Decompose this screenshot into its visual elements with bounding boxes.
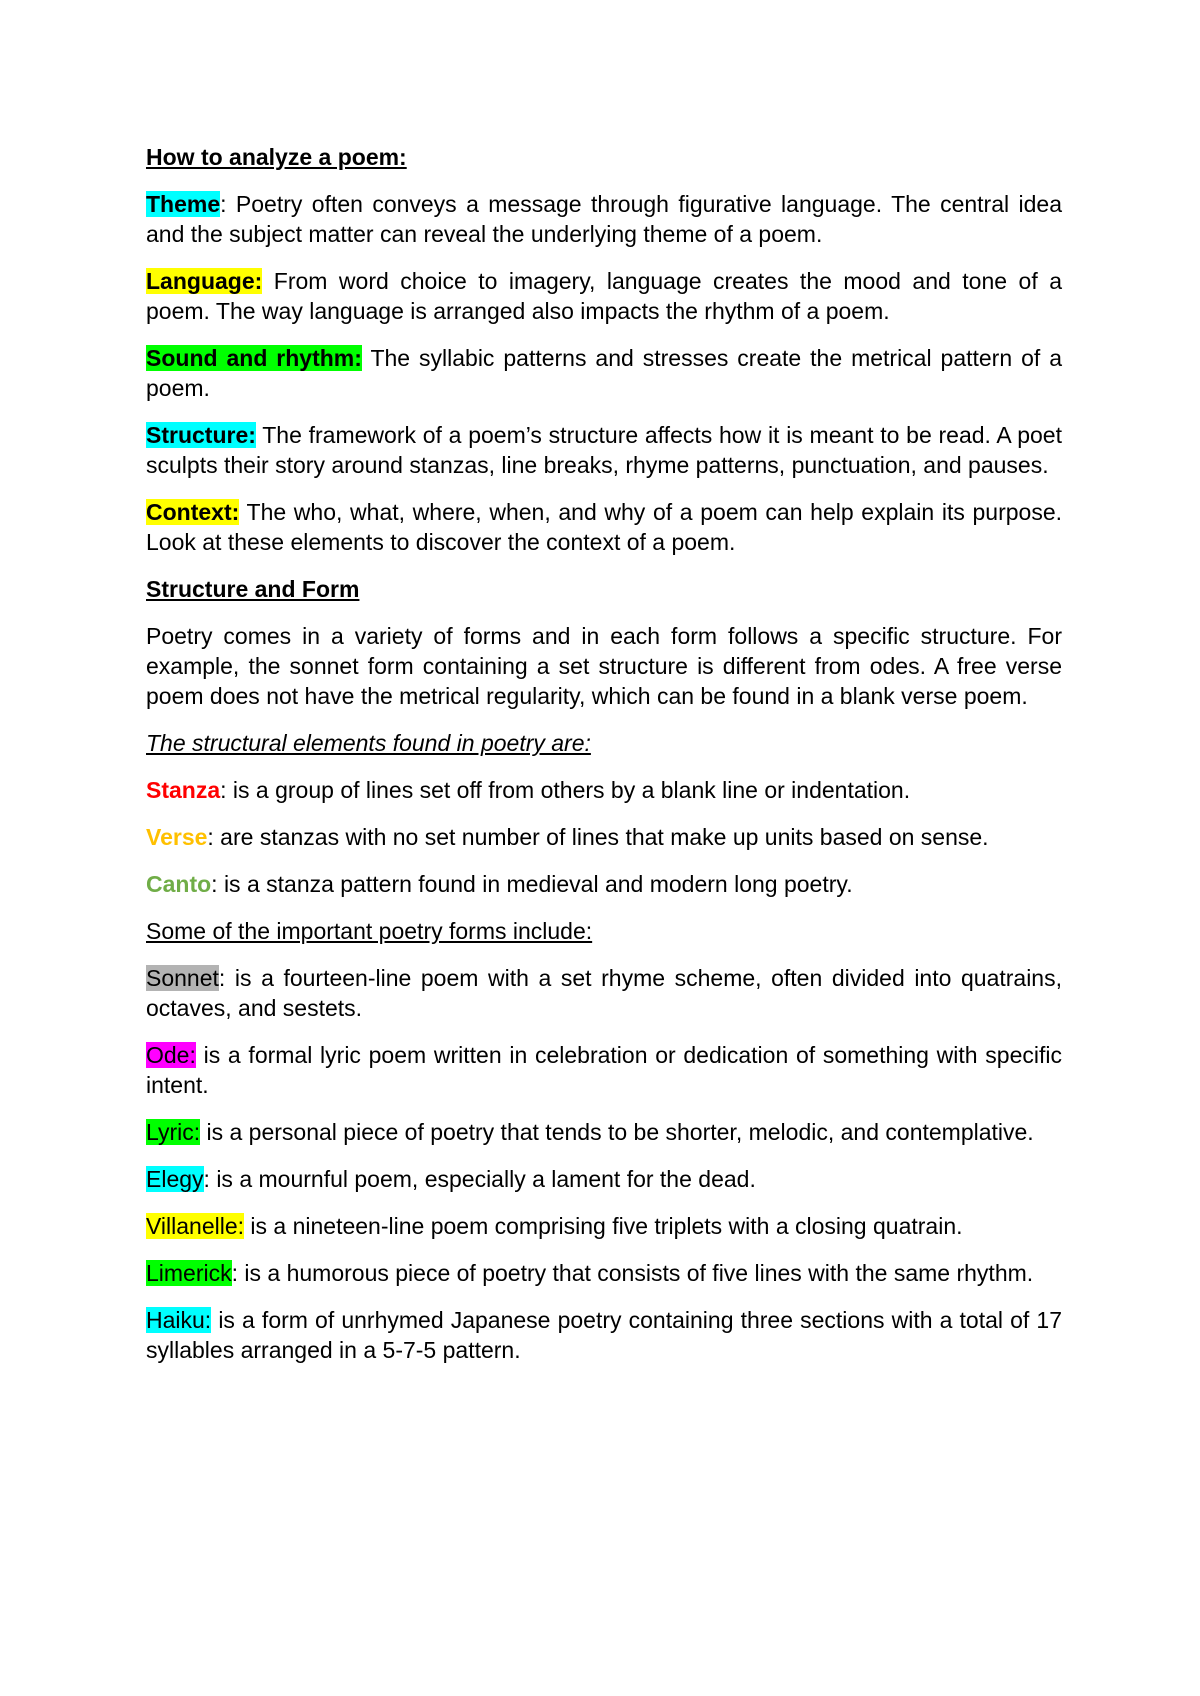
term-haiku: Haiku: xyxy=(146,1307,212,1333)
term-context: Context: xyxy=(146,499,240,525)
term-stanza: Stanza xyxy=(146,777,221,803)
form-elegy: Elegy: is a mournful poem, especially a lament for the dead. xyxy=(146,1166,756,1192)
term-verse: Verse xyxy=(146,824,208,850)
document-page xyxy=(146,142,1062,1382)
element-sound-rhythm: Sound and rhythm: The syllabic patterns and stresses create the metrical pattern of a poem. xyxy=(146,345,1062,401)
term-ode: Ode: xyxy=(146,1042,196,1068)
element-structure: Structure: The framework of a poem’s structure affects how it is meant to be read. A poet sculpts their story around stanzas, line breaks, rhyme patterns, punctuation, and pauses. xyxy=(146,422,1062,478)
structural-stanza: Stanza: is a group of lines set off from others by a blank line or indentation. xyxy=(146,777,911,803)
term-sound-rhythm: Sound and rhythm: xyxy=(146,345,362,371)
term-sonnet: Sonnet xyxy=(146,965,219,991)
form-limerick: Limerick: is a humorous piece of poetry that consists of five lines with the same rhythm. xyxy=(146,1260,1034,1286)
structure-intro: Poetry comes in a variety of forms and in each form follows a specific structure. For example, the sonnet form containing a set structure is different from odes. A free verse poem does not have the metrical regularity, which can be found in a blank verse poem. xyxy=(146,623,1062,709)
term-elegy: Elegy xyxy=(146,1166,204,1192)
term-structure: Structure: xyxy=(146,422,256,448)
term-theme: Theme xyxy=(146,191,221,217)
structural-elements-heading: The structural elements found in poetry are: xyxy=(146,730,591,756)
term-villanelle: Villanelle: xyxy=(146,1213,245,1239)
form-sonnet: Sonnet: is a fourteen-line poem with a set rhyme scheme, often divided into quatrains, octaves, and sestets. xyxy=(146,965,1062,1021)
form-ode: Ode: is a formal lyric poem written in celebration or dedication of something with specific intent. xyxy=(146,1042,1062,1098)
term-limerick: Limerick xyxy=(146,1260,232,1286)
form-villanelle: Villanelle: is a nineteen-line poem comprising five triplets with a closing quatrain. xyxy=(146,1213,963,1239)
element-context: Context: The who, what, where, when, and why of a poem can help explain its purpose. Look at these elements to discover the context of a poem. xyxy=(146,499,1062,555)
term-language: Language: xyxy=(146,268,263,294)
form-haiku: Haiku: is a form of unrhymed Japanese poetry containing three sections with a total of 17 syllables arranged in a 5-7-5 pattern. xyxy=(146,1307,1062,1363)
forms-heading: Some of the important poetry forms include: xyxy=(146,918,593,944)
page-title: How to analyze a poem: xyxy=(146,144,407,170)
form-lyric: Lyric: is a personal piece of poetry that tends to be shorter, melodic, and contemplative. xyxy=(146,1119,1034,1145)
structural-verse: Verse: are stanzas with no set number of lines that make up units based on sense. xyxy=(146,824,989,850)
section-heading-structure-form: Structure and Form xyxy=(146,576,360,602)
term-canto: Canto xyxy=(146,871,212,897)
element-theme: Theme: Poetry often conveys a message through figurative language. The central idea and the subject matter can reveal the underlying theme of a poem. xyxy=(146,191,1062,247)
element-language: Language: From word choice to imagery, language creates the mood and tone of a poem. The way language is arranged also impacts the rhythm of a poem. xyxy=(146,268,1062,324)
structural-canto: Canto: is a stanza pattern found in medieval and modern long poetry. xyxy=(146,871,853,897)
term-lyric: Lyric: xyxy=(146,1119,201,1145)
